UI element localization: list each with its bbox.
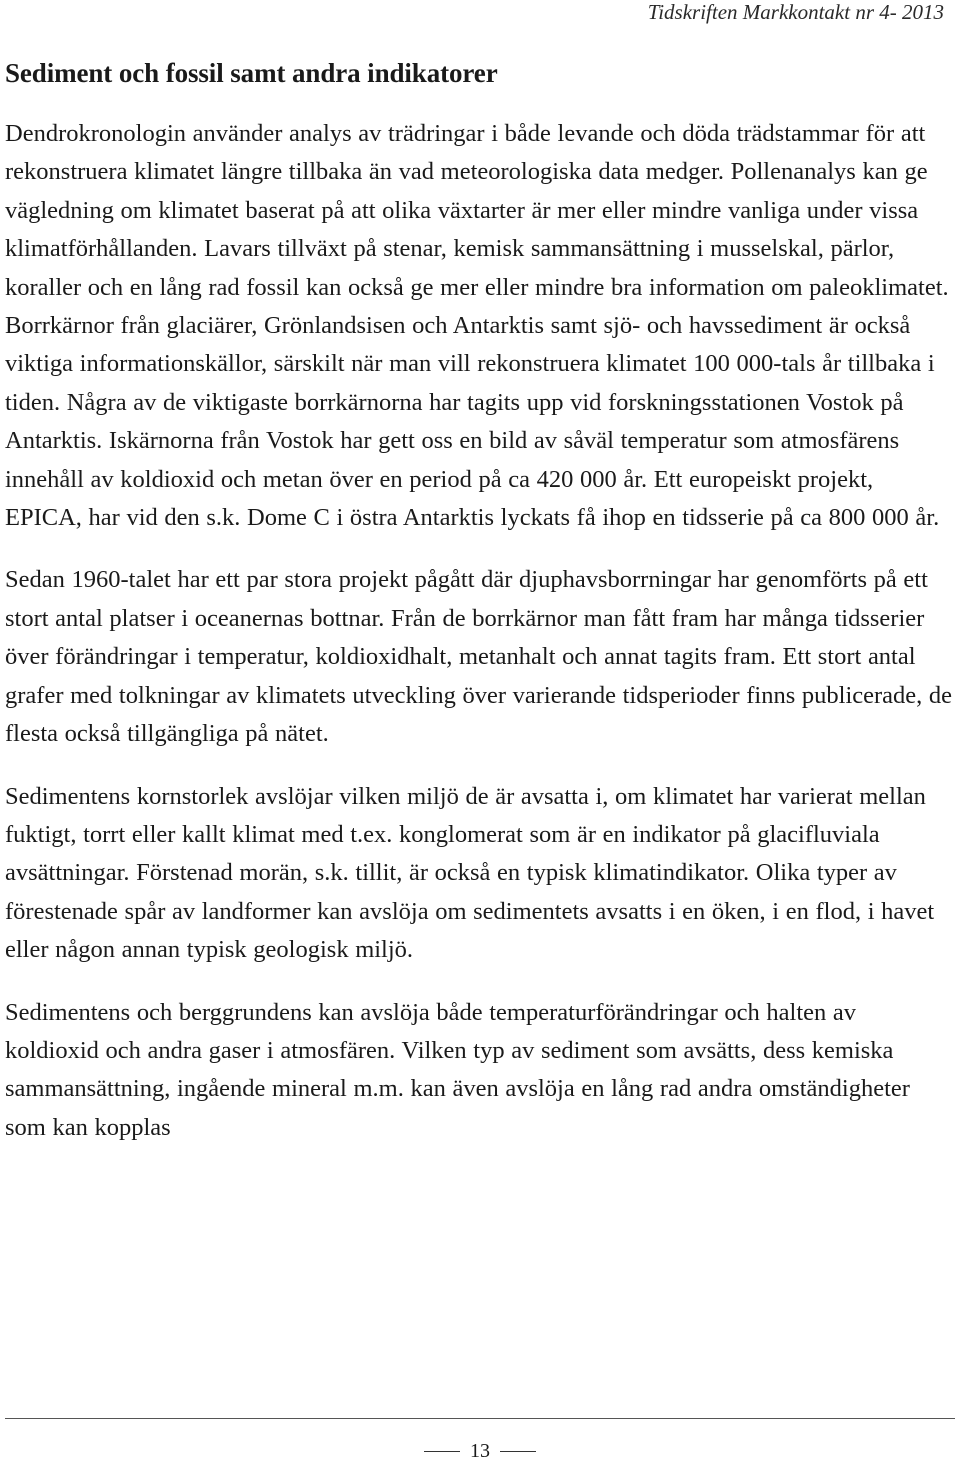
paragraph-sediment-bedrock: Sedimentens och berggrundens kan avslöja både temperaturförändringar och halten av koldioxid och andra gaser i atmosfären. Vilken typ av sediment som avsätts, dess kemiska sammansättning, ingående mineral m.m. kan även avslöja en lång rad andra omständigheter som kan kopplas	[5, 998, 910, 1141]
footer-rule-left	[424, 1451, 460, 1452]
footer-rule-right	[500, 1451, 536, 1452]
paragraph-deep-sea-drilling: Sedan 1960-talet har ett par stora projekt pågått där djuphavsborrningar har genomförts på ett stort antal platser i oceanernas bottnar. Från de borrkärnor man fått fram har många tidsserier över förändringar i temperatur, koldioxidhalt, metanhalt och annat tagits fram. Ett stort antal grafer med tolkningar av klimatets utveckling över varierande tidsperioder finns publicerade, de flesta också tillgängliga på nätet.	[5, 566, 953, 748]
section-heading: Sediment och fossil samt andra indikatorer	[5, 58, 498, 88]
running-header: Tidskriften Markkontakt nr 4- 2013	[647, 0, 944, 24]
paragraph-grain-size: Sedimentens kornstorlek avslöjar vilken miljö de är avsatta i, om klimatet har varierat mellan fuktigt, torrt eller kallt klimat med t.ex. konglomerat som är en indikator på glacifluviala avsättningar. Förstenad morän, s.k. tillit, är också en typisk klimatindikator. Olika typer av förestenade spår av landformer kan avslöja om sedimentets avsatts i en öken, i en flod, i havet eller någon annan typisk geologisk miljö.	[5, 782, 935, 964]
page-number: 13	[470, 1440, 490, 1462]
body-text	[5, 115, 955, 1171]
page-footer	[0, 1440, 960, 1462]
footer-divider	[5, 1418, 955, 1419]
paragraph-dendrochronology: Dendrokronologin använder analys av trädringar i både levande och döda trädstammar för att rekonstruera klimatet längre tillbaka än vad meteorologiska data medger. Pollenanalys kan ge vägledning om klimatet baserat på att olika växtarter är mer eller mindre vanliga under vissa klimatförhållanden. Lavars tillväxt på stenar, kemisk sammansättning i musselskal, pärlor, koraller och en lång rad fossil kan också ge mer eller mindre bra information om paleoklimatet. Borrkärnor från glaciärer, Grönlandsisen och Antarktis samt sjö- och havssediment är också viktiga informationskällor, särskilt när man vill rekonstruera klimatet 100 000-tals år tillbaka i tiden. Några av de viktigaste borrkärnorna har tagits upp vid forskningsstationen Vostok på Antarktis. Iskärnorna från Vostok har gett oss en bild av såväl temperatur som atmosfärens innehåll av koldioxid och metan över en period på ca 420 000 år. Ett europeiskt projekt, EPICA, har vid den s.k. Dome C i östra Antarktis lyckats få ihop en tidsserie på ca 800 000 år.	[5, 120, 949, 532]
